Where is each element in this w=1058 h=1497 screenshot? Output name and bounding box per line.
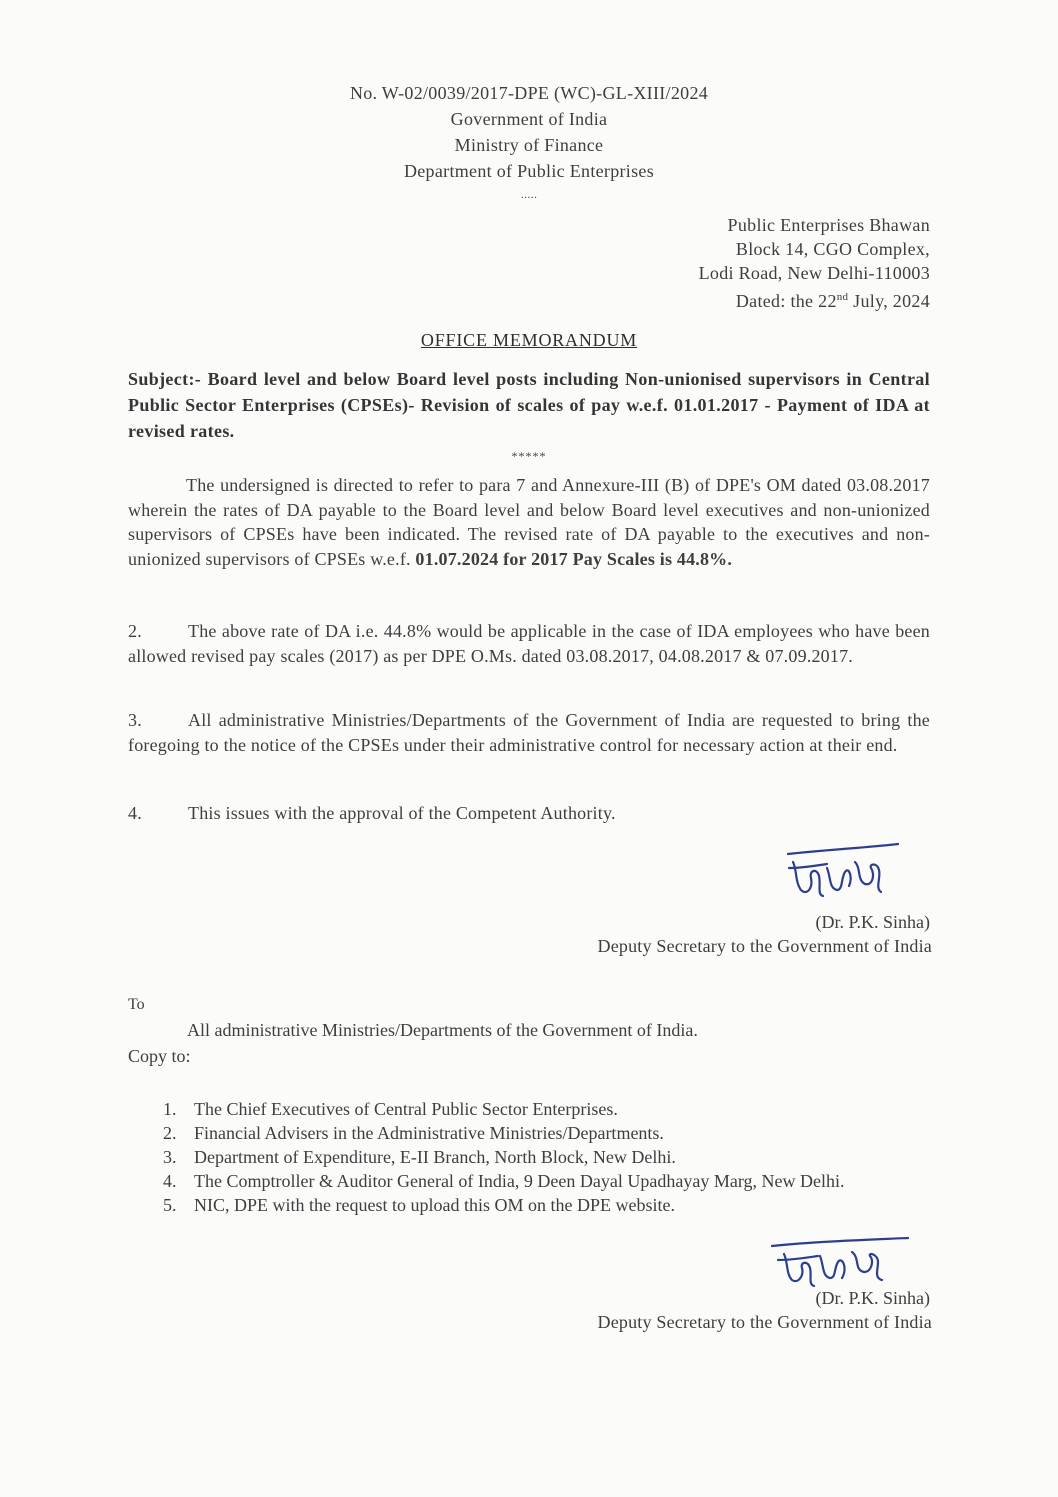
paragraph-1-bold: 01.07.2024 for 2017 Pay Scales is 44.8%. (415, 548, 733, 569)
header-department: Department of Public Enterprises (403, 161, 655, 181)
copy-list (163, 1097, 943, 1217)
header-dots: ..... (520, 187, 538, 201)
list-item-number: 1. (163, 1099, 177, 1119)
address-line-1: Public Enterprises Bhawan (727, 215, 930, 235)
file-number: No. W-02/0039/2017-DPE (WC)-GL-XIII/2024 (349, 83, 709, 103)
paragraph-4-number: 4. (128, 803, 142, 823)
address-line-2: Block 14, CGO Complex, (735, 239, 930, 259)
signature-1-icon (783, 838, 903, 908)
address-line-3: Lodi Road, New Delhi-110003 (698, 263, 930, 283)
list-item (163, 1097, 943, 1121)
memo-subject (128, 366, 930, 444)
date-prefix: Dated: the 22 (735, 291, 837, 311)
list-item-number: 3. (163, 1147, 177, 1167)
list-item (163, 1169, 943, 1193)
address-block (699, 213, 930, 313)
list-item-number: 4. (163, 1171, 177, 1191)
paragraph-3-number: 3. (128, 710, 142, 730)
to-recipient: All administrative Ministries/Departments of the Government of India. (187, 1020, 698, 1040)
signature-2-name: (Dr. P.K. Sinha) (815, 1288, 930, 1308)
paragraph-2 (128, 619, 930, 668)
paragraph-1 (128, 473, 930, 571)
list-item-text: The Comptroller & Auditor General of India, 9 Deen Dayal Upadhayay Marg, New Delhi. (194, 1171, 845, 1191)
date-suffix: July, 2024 (848, 291, 930, 311)
paragraph-2-number: 2. (128, 621, 142, 641)
separator-stars: ***** (511, 449, 547, 463)
paragraph-1-text: The undersigned is directed to refer to para 7 and Annexure-III (B) of DPE's OM dated 03.08.2017 wherein the rates of DA payable to the Board level and below Board level executives and non-unionized supervisors of CPSEs have been indicated. The revised rate of DA payable to the executives and non-unionized supervisors of CPSEs w.e.f. (128, 475, 930, 569)
header-ministry: Ministry of Finance (454, 135, 604, 155)
subject-text: Board level and below Board level posts including Non-unionised supervisors in Central Public Sector Enterprises (CPSEs)- Revision of scales of pay w.e.f. 01.01.2017 - Payment of IDA at revised rates. (128, 369, 930, 441)
list-item-number: 5. (163, 1195, 177, 1215)
list-item (163, 1121, 943, 1145)
signature-1-designation: Deputy Secretary to the Government of India (597, 936, 932, 956)
memo-date (699, 285, 930, 313)
signature-2-designation: Deputy Secretary to the Government of India (597, 1312, 932, 1332)
list-item (163, 1193, 943, 1217)
date-superscript: nd (836, 291, 849, 303)
memo-title: OFFICE MEMORANDUM (420, 330, 638, 350)
paragraph-3 (128, 708, 930, 757)
paragraph-3-text: All administrative Ministries/Departments of the Government of India are requested to bring the foregoing to the notice of the CPSEs under their administrative control for necessary action at their end. (128, 710, 930, 755)
subject-label: Subject:- (128, 369, 202, 389)
copy-to-label: Copy to: (128, 1046, 191, 1066)
signature-1-name: (Dr. P.K. Sinha) (815, 912, 930, 932)
paragraph-2-text: The above rate of DA i.e. 44.8% would be applicable in the case of IDA employees who have been allowed revised pay scales (2017) as per DPE O.Ms. dated 03.08.2017, 04.08.2017 & 07.09.2017. (128, 621, 930, 666)
list-item-text: NIC, DPE with the request to upload this OM on the DPE website. (194, 1195, 675, 1215)
paragraph-4 (128, 801, 930, 826)
list-item-text: Financial Advisers in the Administrative Ministries/Departments. (194, 1123, 664, 1143)
header-government: Government of India (450, 109, 608, 129)
list-item-text: The Chief Executives of Central Public Sector Enterprises. (194, 1099, 618, 1119)
paragraph-4-text: This issues with the approval of the Competent Authority. (188, 803, 616, 823)
to-label: To (128, 996, 145, 1013)
list-item-number: 2. (163, 1123, 177, 1143)
list-item-text: Department of Expenditure, E-II Branch, North Block, New Delhi. (194, 1147, 676, 1167)
list-item (163, 1145, 943, 1169)
